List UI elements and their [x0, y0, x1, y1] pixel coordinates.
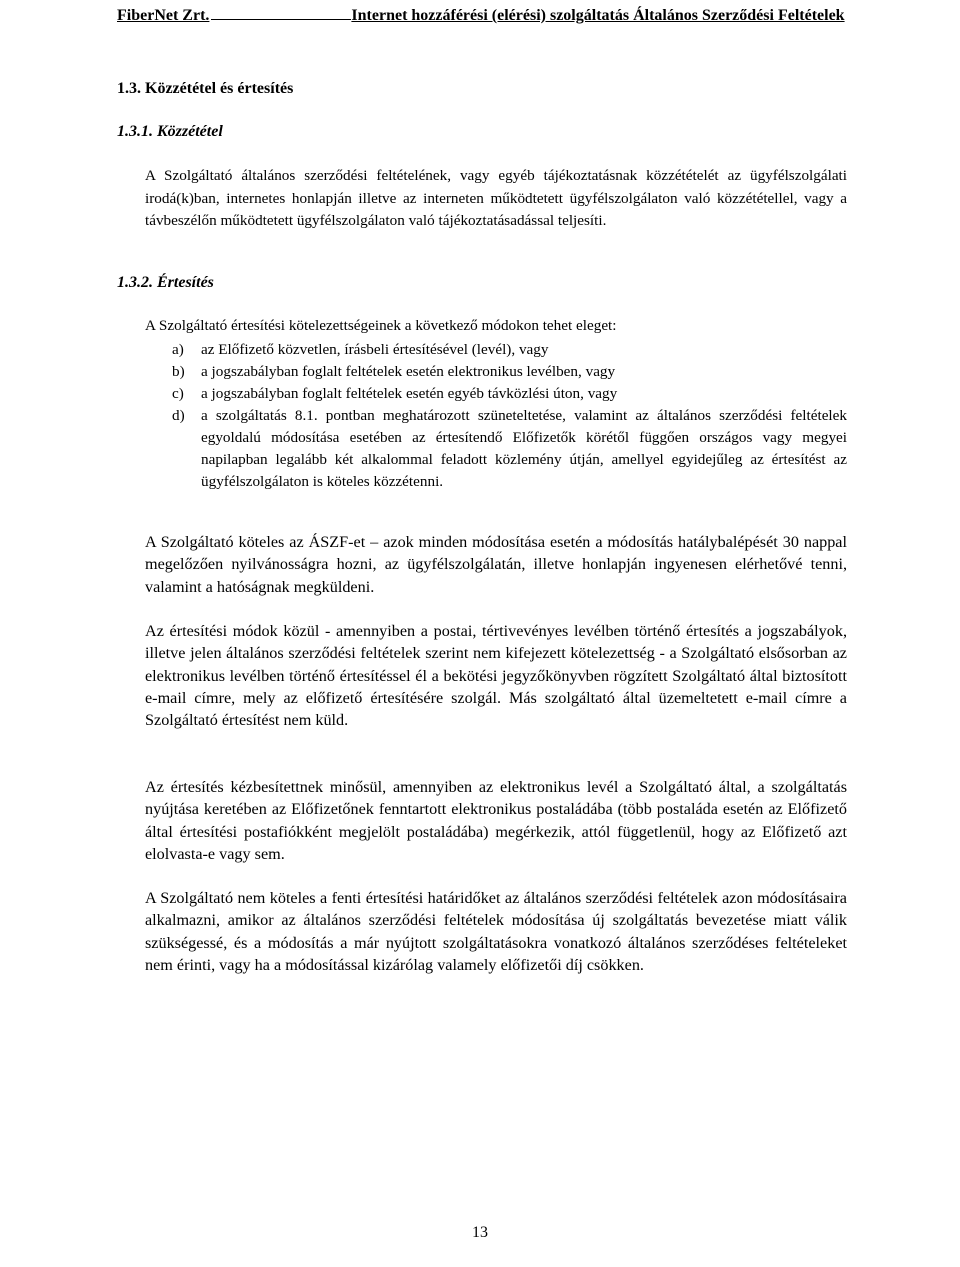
list-item-text: a jogszabályban foglalt feltételek esetén egyéb távközlési úton, vagy: [201, 385, 618, 402]
list-item: [145, 339, 847, 361]
list-marker: a): [172, 341, 184, 358]
subsection-heading-ertesites: 1.3.2. Értesítés: [117, 274, 214, 291]
list-item-text: a jogszabályban foglalt feltételek esetén elektronikus levélben, vagy: [201, 363, 616, 380]
ertesites-list: [145, 339, 847, 493]
list-item: [145, 405, 847, 493]
list-marker: d): [172, 407, 185, 424]
header-company: FiberNet Zrt.: [117, 7, 210, 24]
body-paragraph-aszf: A Szolgáltató köteles az ÁSZF-et – azok minden módosítása esetén a módosítás hatálybalépését 30 nappal megelőzően nyilvánosságra hozni, az ügyfélszolgálatán, illetve honlapján ingyenesen elérhetővé tenni, valamint a hatóságnak megküldeni.: [145, 533, 847, 596]
list-marker: c): [172, 385, 184, 402]
kozzetetel-paragraph: A Szolgáltató általános szerződési feltételének, vagy egyéb tájékoztatásnak közzétételét az ügyfélszolgálati irodá(k)ban, internetes honlapján illetve az interneten működtetett ügyfélszolgálaton való közzététellel, vagy a távbeszélőn működtetett ügyfélszolgálaton való tájékoztatásadással teljesíti.: [145, 167, 847, 229]
header-title: Internet hozzáférési (elérési) szolgáltatás Általános Szerződési Feltételek: [351, 7, 845, 24]
list-item: [145, 361, 847, 383]
subsection-heading-kozzetetel: 1.3.1. Közzététel: [117, 123, 223, 140]
page-header: [117, 7, 845, 25]
section-heading: 1.3. Közzététel és értesítés: [117, 80, 294, 97]
page-number: 13: [472, 1224, 488, 1241]
body-paragraph-ertesitesi-modok: Az értesítési módok közül - amennyiben a postai, tértivevényes levélben történő értesítés a jogszabályok, illetve jelen általános szerződési feltételek szerint nem kifejezett kötelezettség - a Szolgáltató elsősorban az elektronikus levélben történő értesítéssel él a bekötési jegyzőkönyvben rögzített Szolgáltató által biztosított e-mail címre, mely az előfizető értesítésére szolgál. Más szolgáltató által üzemeltetett e-mail címre a Szolgáltató értesítést nem küld.: [145, 622, 847, 730]
ertesites-intro: A Szolgáltató értesítési kötelezettségeinek a következő módokon tehet eleget:: [145, 317, 617, 334]
body-paragraph-kezbesites: Az értesítés kézbesítettnek minősül, amennyiben az elektronikus levél a Szolgáltató által, a szolgáltatás nyújtása keretében az Előfizetőnek fenntartott elektronikus postaládába (több postaláda esetén az Előfizető által értesítési postafiókként megjelölt postaládába) megérkezik, attól függetlenül, hogy az Előfizető azt elolvasta-e vagy sem.: [145, 778, 847, 863]
header-rule: [211, 7, 351, 20]
body-paragraph-hataridok: A Szolgáltató nem köteles a fenti értesítési határidőket az általános szerződési feltételek azon módosításaira alkalmazni, amikor az általános szerződési feltételek módosítása új szolgáltatás bevezetése miatt válik szükségessé, és a módosítás a már nyújtott szolgáltatásokra vonatkozó általános szerződéses feltételeket nem érinti, vagy ha a módosítással kizárólag valamely előfizetői díj csökken.: [145, 889, 847, 974]
list-item-text: a szolgáltatás 8.1. pontban meghatározott szüneteltetése, valamint az általános szerződési feltételek egyoldalú módosítása esetében az értesítendő Előfizetők körétől függően országos vagy megyei napilapban legalább két alkalommal feladott közlemény útján, amellyel egyidejűleg az értesítést az ügyfélszolgálaton is köteles közzétenni.: [201, 407, 847, 490]
list-item-text: az Előfizető közvetlen, írásbeli értesítésével (levél), vagy: [201, 341, 549, 358]
list-marker: b): [172, 363, 185, 380]
list-item: [145, 383, 847, 405]
